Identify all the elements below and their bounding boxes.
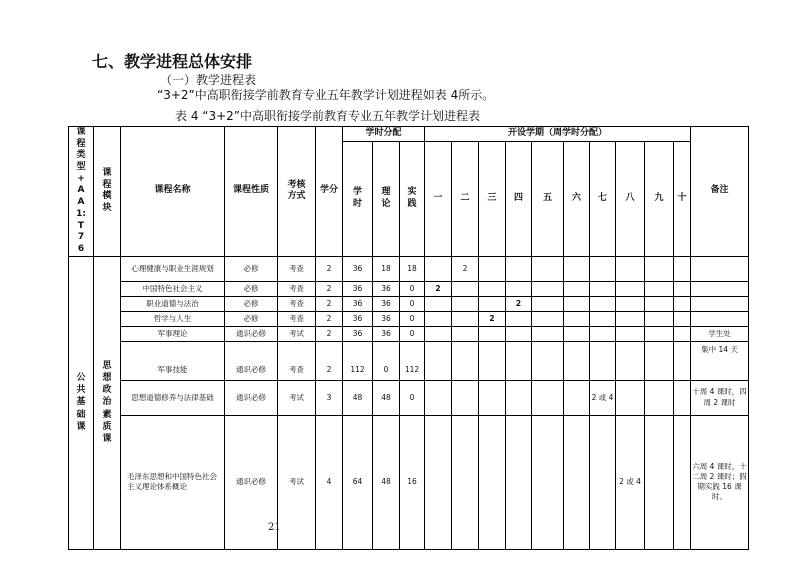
hours: 112 <box>343 341 373 380</box>
theory-hours: 36 <box>373 281 400 296</box>
semester-cell <box>564 415 590 549</box>
exam-method: 考查 <box>278 256 316 281</box>
practice-hours: 18 <box>400 256 425 281</box>
course-name: 思想道德修养与法律基础 <box>121 380 225 415</box>
theory-hours: 36 <box>373 326 400 341</box>
semester-cell <box>425 341 452 380</box>
semester-cell <box>590 311 616 326</box>
table-row <box>69 296 749 311</box>
semester-cell <box>479 296 506 311</box>
theory-hours: 36 <box>373 296 400 311</box>
table-row <box>69 281 749 296</box>
sub-heading: （一）教学进程表 <box>160 73 257 87</box>
semester-cell <box>532 380 564 415</box>
category-cell: 公共基础课 <box>69 256 94 549</box>
hours: 48 <box>343 380 373 415</box>
remark <box>691 256 749 281</box>
header-semester: 十 <box>674 141 691 256</box>
page-number: 21 <box>268 522 281 533</box>
remark <box>691 281 749 296</box>
header-semester: 五 <box>532 141 564 256</box>
semester-cell <box>532 326 564 341</box>
practice-hours: 0 <box>400 311 425 326</box>
practice-hours: 0 <box>400 380 425 415</box>
remark: 十周 4 课时，四周 2 课时 <box>691 380 749 415</box>
course-name: 职业道德与法治 <box>121 296 225 311</box>
header-semester: 八 <box>616 141 645 256</box>
course-name: 心理健康与职业生涯规划 <box>121 256 225 281</box>
semester-cell <box>506 311 532 326</box>
semester-cell <box>645 326 674 341</box>
semester-cell <box>452 341 479 380</box>
semester-cell <box>616 281 645 296</box>
header-semester: 一 <box>425 141 452 256</box>
semester-cell <box>564 380 590 415</box>
exam-method: 考查 <box>278 296 316 311</box>
remark <box>691 311 749 326</box>
practice-hours: 0 <box>400 326 425 341</box>
semester-cell <box>452 296 479 311</box>
credits: 2 <box>316 311 343 326</box>
semester-cell: 2 <box>425 281 452 296</box>
semester-cell <box>590 326 616 341</box>
exam-method: 考试 <box>278 380 316 415</box>
hours: 64 <box>343 415 373 549</box>
header-credits: 学分 <box>316 127 343 257</box>
credits: 2 <box>316 256 343 281</box>
semester-cell <box>674 311 691 326</box>
semester-cell <box>674 415 691 549</box>
course-nature: 必修 <box>225 281 278 296</box>
semester-cell <box>479 341 506 380</box>
semester-cell <box>479 256 506 281</box>
remark: 集中 14 天 <box>691 341 749 380</box>
semester-cell <box>452 311 479 326</box>
intro-text: “3+2”中高职衔接学前教育专业五年教学计划进程如表 4所示。 <box>157 88 495 102</box>
module-cell: 思想政治素质课 <box>94 256 121 549</box>
hours: 36 <box>343 311 373 326</box>
semester-cell <box>564 341 590 380</box>
theory-hours: 48 <box>373 415 400 549</box>
course-nature: 通识必修 <box>225 415 278 549</box>
semester-cell <box>616 326 645 341</box>
semester-cell <box>425 380 452 415</box>
semester-cell <box>532 341 564 380</box>
theory-hours: 48 <box>373 380 400 415</box>
semester-cell <box>590 341 616 380</box>
header-course-nature: 课程性质 <box>225 127 278 257</box>
header-semesters-group: 开设学期（周学时分配） <box>425 127 691 142</box>
course-nature: 通识必修 <box>225 380 278 415</box>
course-name: 毛泽东思想和中国特色社会主义理论体系概论 <box>121 415 225 549</box>
semester-cell: 2 <box>452 256 479 281</box>
course-name: 中国特色社会主义 <box>121 281 225 296</box>
exam-method: 考试 <box>278 326 316 341</box>
semester-cell <box>452 415 479 549</box>
semester-cell <box>564 326 590 341</box>
semester-cell <box>564 311 590 326</box>
course-nature: 通识必修 <box>225 341 278 380</box>
semester-cell <box>532 281 564 296</box>
semester-cell <box>616 311 645 326</box>
semester-cell <box>532 415 564 549</box>
credits: 3 <box>316 380 343 415</box>
header-semester: 九 <box>645 141 674 256</box>
credits: 2 <box>316 281 343 296</box>
header-row-1 <box>69 127 749 142</box>
table-row <box>69 326 749 341</box>
semester-cell: 2 或 4 <box>590 380 616 415</box>
semester-cell <box>425 415 452 549</box>
course-nature: 通识必修 <box>225 326 278 341</box>
hours: 36 <box>343 296 373 311</box>
table-row <box>69 415 749 549</box>
semester-cell <box>616 296 645 311</box>
semester-cell <box>506 415 532 549</box>
semester-cell <box>506 281 532 296</box>
semester-cell <box>674 256 691 281</box>
header-semester: 七 <box>590 141 616 256</box>
semester-cell <box>452 326 479 341</box>
header-exam-method: 考核方式 <box>278 127 316 257</box>
course-nature: 必修 <box>225 256 278 281</box>
course-name: 哲学与人生 <box>121 311 225 326</box>
table-row <box>69 256 749 281</box>
exam-method: 考查 <box>278 341 316 380</box>
header-semester: 二 <box>452 141 479 256</box>
header-practice: 实践 <box>400 141 425 256</box>
practice-hours: 0 <box>400 281 425 296</box>
course-nature: 必修 <box>225 296 278 311</box>
practice-hours: 16 <box>400 415 425 549</box>
teaching-plan-table <box>68 126 749 550</box>
header-course-name: 课程名称 <box>121 127 225 257</box>
semester-cell <box>564 256 590 281</box>
semester-cell <box>616 256 645 281</box>
semester-cell <box>564 281 590 296</box>
header-semester: 四 <box>506 141 532 256</box>
semester-cell <box>645 415 674 549</box>
header-theory: 理论 <box>373 141 400 256</box>
semester-cell <box>506 341 532 380</box>
semester-cell <box>506 380 532 415</box>
semester-cell <box>645 281 674 296</box>
table-row <box>69 380 749 415</box>
semester-cell <box>479 326 506 341</box>
semester-cell <box>425 296 452 311</box>
credits: 2 <box>316 296 343 311</box>
exam-method: 考查 <box>278 281 316 296</box>
semester-cell <box>479 380 506 415</box>
theory-hours: 36 <box>373 311 400 326</box>
remark: 学生处 <box>691 326 749 341</box>
remark <box>691 296 749 311</box>
semester-cell <box>674 296 691 311</box>
hours: 36 <box>343 281 373 296</box>
semester-cell <box>590 281 616 296</box>
credits: 4 <box>316 415 343 549</box>
semester-cell <box>425 311 452 326</box>
semester-cell <box>425 326 452 341</box>
semester-cell <box>645 296 674 311</box>
course-name: 军事技能 <box>121 341 225 380</box>
semester-cell <box>645 311 674 326</box>
credits: 2 <box>316 341 343 380</box>
header-hours-group: 学时分配 <box>343 127 425 142</box>
course-name: 军事理论 <box>121 326 225 341</box>
semester-cell <box>532 311 564 326</box>
semester-cell <box>645 341 674 380</box>
semester-cell <box>674 380 691 415</box>
semester-cell: 2 <box>506 296 532 311</box>
semester-cell <box>479 281 506 296</box>
exam-method: 考查 <box>278 311 316 326</box>
practice-hours: 112 <box>400 341 425 380</box>
table-row <box>69 311 749 326</box>
table-row <box>69 341 749 380</box>
table-caption: 表 4 “3+2”中高职衔接学前教育专业五年教学计划进程表 <box>175 109 481 123</box>
header-remarks: 备注 <box>691 127 749 257</box>
credits: 2 <box>316 326 343 341</box>
course-nature: 必修 <box>225 311 278 326</box>
semester-cell <box>564 296 590 311</box>
theory-hours: 18 <box>373 256 400 281</box>
semester-cell <box>674 341 691 380</box>
header-course-module: 课程模块 <box>94 127 121 257</box>
semester-cell <box>506 326 532 341</box>
semester-cell: 2 <box>479 311 506 326</box>
header-hours: 学时 <box>343 141 373 256</box>
semester-cell <box>674 326 691 341</box>
section-heading: 七、教学进程总体安排 <box>92 52 253 71</box>
semester-cell <box>616 380 645 415</box>
semester-cell <box>479 415 506 549</box>
semester-cell <box>590 415 616 549</box>
semester-cell <box>452 380 479 415</box>
semester-cell <box>645 256 674 281</box>
semester-cell <box>590 296 616 311</box>
header-semester: 六 <box>564 141 590 256</box>
semester-cell <box>590 256 616 281</box>
hours: 36 <box>343 256 373 281</box>
semester-cell <box>532 256 564 281</box>
semester-cell <box>616 341 645 380</box>
theory-hours: 0 <box>373 341 400 380</box>
semester-cell <box>506 256 532 281</box>
semester-cell: 2 或 4 <box>616 415 645 549</box>
semester-cell <box>532 296 564 311</box>
remark: 六周 4 课时，十二周 2 课时；假期实践 16 课时。 <box>691 415 749 549</box>
semester-cell <box>674 281 691 296</box>
header-course-type: 课程类型+AA1:T76 <box>69 127 94 257</box>
semester-cell <box>645 380 674 415</box>
practice-hours: 0 <box>400 296 425 311</box>
semester-cell <box>425 256 452 281</box>
exam-method: 考试 <box>278 415 316 549</box>
semester-cell <box>452 281 479 296</box>
hours: 36 <box>343 326 373 341</box>
header-semester: 三 <box>479 141 506 256</box>
